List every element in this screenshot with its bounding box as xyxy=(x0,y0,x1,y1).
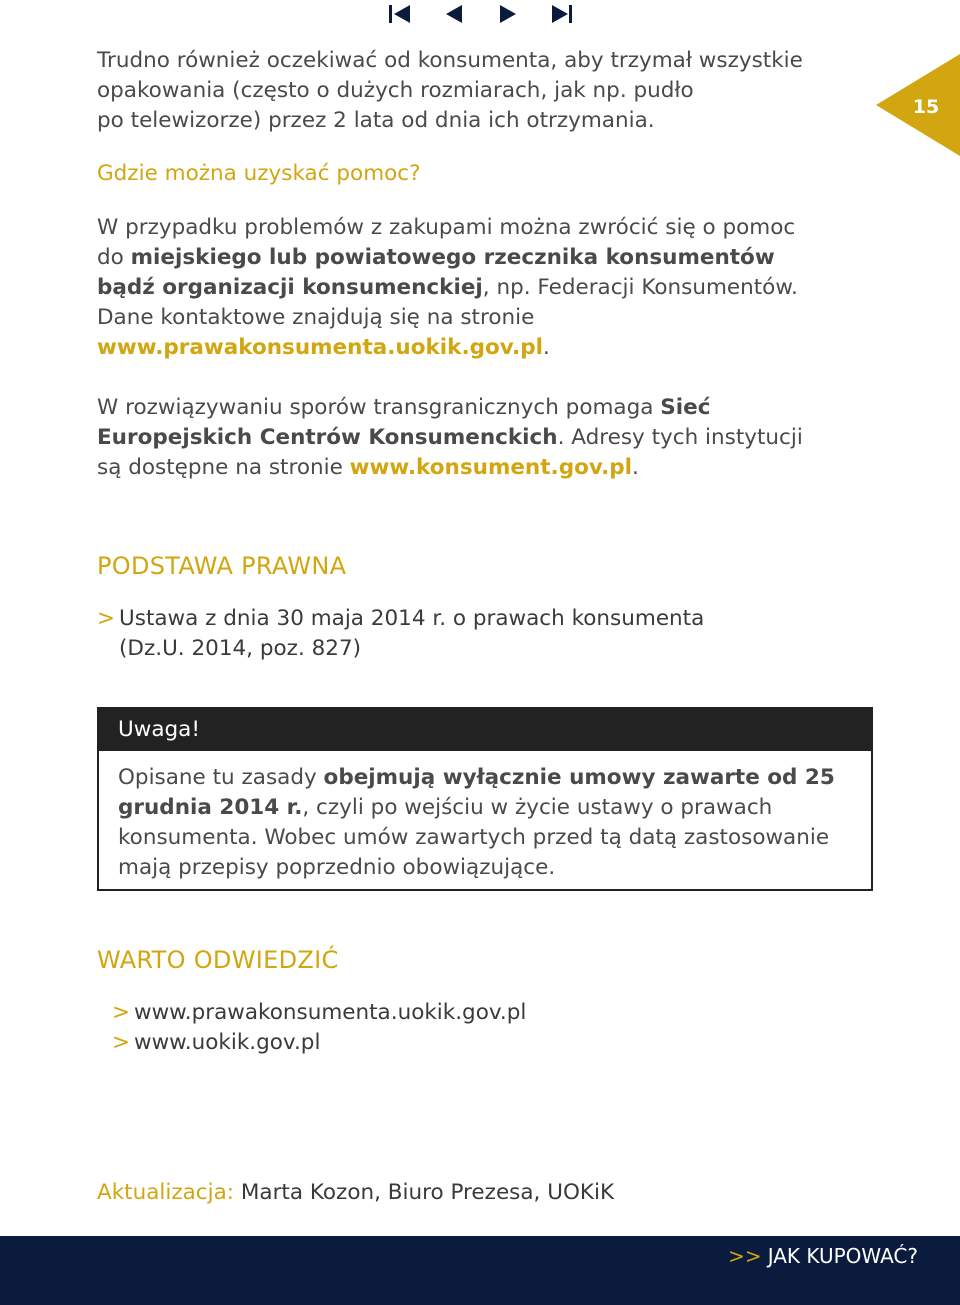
bullet-marker: > xyxy=(97,606,116,631)
help-paragraph xyxy=(97,213,837,363)
note-text: Opisane tu zasady xyxy=(118,765,324,790)
update-credit xyxy=(97,1178,614,1208)
last-page-icon[interactable] xyxy=(550,4,580,24)
help-text: W przypadku problemów z zakupami można zwrócić się o pomoc xyxy=(97,215,796,240)
help-text: . xyxy=(542,335,550,360)
next-page-icon[interactable] xyxy=(496,4,526,24)
intro-line: Trudno również oczekiwać od konsumenta, aby trzymał wszystkie xyxy=(97,48,803,73)
how-to-buy-label: JAK KUPOWAĆ? xyxy=(767,1244,918,1268)
intro-paragraph xyxy=(97,46,837,136)
bullet-marker: > xyxy=(112,1030,131,1055)
note-bold-text: obejmują wyłącznie umowy zawarte od 25 grudnia 2014 r. xyxy=(118,765,835,820)
intro-line: po telewizorze) przez 2 lata od dnia ich otrzymania. xyxy=(97,108,655,133)
first-page-icon[interactable] xyxy=(388,4,418,24)
note-title: Uwaga! xyxy=(99,709,871,751)
legal-basis-line: (Dz.U. 2014, poz. 827) xyxy=(119,636,362,661)
page-number: 15 xyxy=(912,96,940,118)
help-text: . Adresy tych instytucji są dostępne na stronie xyxy=(97,425,803,480)
footer-bar xyxy=(0,1236,960,1305)
visit-link[interactable]: www.uokik.gov.pl xyxy=(134,1030,321,1055)
legal-basis-item xyxy=(97,604,704,664)
previous-page-icon[interactable] xyxy=(442,4,472,24)
note-body xyxy=(99,751,871,883)
konsument-link[interactable]: www.konsument.gov.pl xyxy=(349,455,633,480)
help-text: , np. Federacji Konsumentów. xyxy=(482,275,798,300)
credit-label: Aktualizacja: xyxy=(97,1180,235,1205)
worth-visiting-list xyxy=(112,998,526,1058)
help-text: Dane kontaktowe znajdują się na stronie xyxy=(97,305,535,330)
help-text: W rozwiązywaniu sporów transgranicznych pomaga xyxy=(97,395,661,420)
help-text: . xyxy=(632,455,639,480)
prawakonsumenta-link[interactable]: www.prawakonsumenta.uokik.gov.pl xyxy=(97,335,543,360)
note-text: , czyli po wejściu w życie ustawy o prawach konsumenta. Wobec umów zawartych przed tą datą zastosowanie mają przepisy poprzednio obowiązujące. xyxy=(118,795,830,880)
legal-basis-title: PODSTAWA PRAWNA xyxy=(97,552,347,580)
double-arrow-icon: >> xyxy=(728,1244,762,1268)
page-navigation xyxy=(388,4,604,24)
note-box xyxy=(97,707,873,891)
help-text: do xyxy=(97,245,131,270)
credit-value: Marta Kozon, Biuro Prezesa, UOKiK xyxy=(234,1180,615,1205)
how-to-buy-link[interactable] xyxy=(728,1241,918,1271)
bullet-marker: > xyxy=(112,1000,131,1025)
help-heading: Gdzie można uzyskać pomoc? xyxy=(97,161,421,186)
help-bold-text: Sieć Europejskich Centrów Konsumenckich xyxy=(97,395,711,450)
worth-visiting-title: WARTO ODWIEDZIĆ xyxy=(97,946,339,974)
legal-basis-line: Ustawa z dnia 30 maja 2014 r. o prawach konsumenta xyxy=(119,606,705,631)
intro-line: opakowania (często o dużych rozmiarach, jak np. pudło xyxy=(97,78,694,103)
help-bold-text: miejskiego lub powiatowego rzecznika konsumentów bądź organizacji konsumenckiej xyxy=(97,245,775,300)
visit-link[interactable]: www.prawakonsumenta.uokik.gov.pl xyxy=(134,1000,527,1025)
cross-border-paragraph xyxy=(97,393,817,483)
